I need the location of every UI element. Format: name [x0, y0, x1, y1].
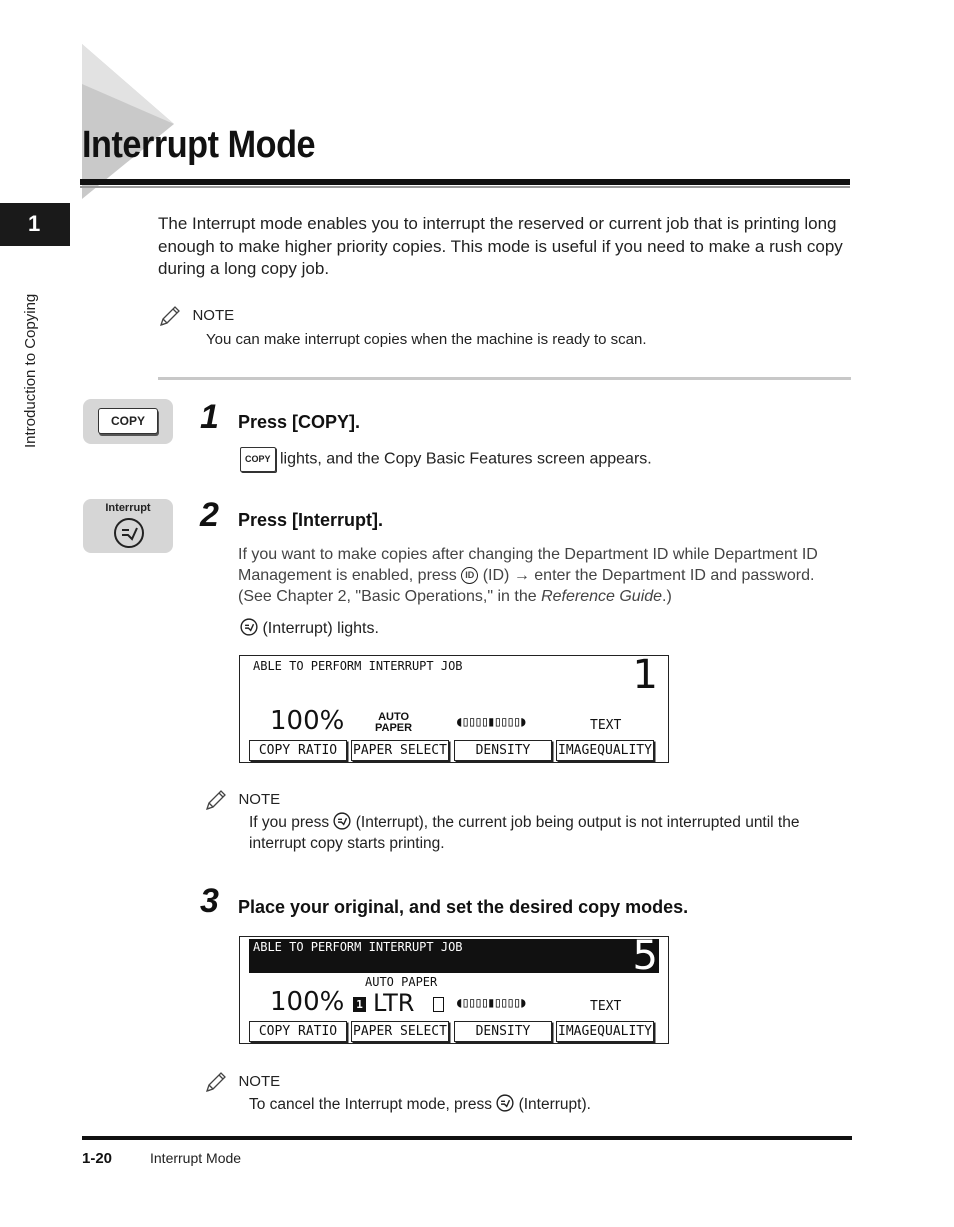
note-3-text-a: To cancel the Interrupt mode, press — [249, 1096, 492, 1113]
note-2-text — [249, 812, 849, 854]
step-2-text-c: enter the Department ID and password. (See Chapter 2, "Basic Operations," in the — [238, 567, 815, 605]
section-divider — [158, 377, 851, 380]
interrupt-icon — [496, 1094, 514, 1112]
lcd2-density-scale: ◖▯▯▯▯▮▯▯▯▯◗ — [455, 995, 526, 1011]
lcd2-drawer-icon: 1 — [353, 997, 366, 1012]
lcd1-quality: TEXT — [590, 718, 622, 733]
lcd2-quality: TEXT — [590, 999, 622, 1014]
footer-title: Interrupt Mode — [150, 1150, 242, 1166]
lcd2-paper-orientation-icon — [433, 997, 444, 1012]
page-title: Interrupt Mode — [82, 124, 316, 166]
note-2 — [204, 788, 280, 812]
page-number: 1-20 — [82, 1150, 113, 1167]
lcd2-copy-ratio-button[interactable]: COPY RATIO — [249, 1021, 347, 1042]
interrupt-icon — [113, 517, 145, 549]
lcd1-paper-line1: AUTO — [378, 711, 410, 723]
lcd1-ratio: 100% — [270, 706, 345, 736]
step-2-text-a: If you want to make copies after changing the Department ID while Department ID Management is enabled, press — [238, 546, 818, 584]
arrow-right-icon: → — [513, 567, 530, 584]
interrupt-icon — [240, 618, 258, 636]
title-rule — [80, 179, 850, 185]
step-2-text-b: (ID) — [482, 567, 510, 584]
lcd1-density-scale: ◖▯▯▯▯▮▯▯▯▯◗ — [455, 714, 526, 730]
title-rule-shadow — [80, 186, 850, 188]
chapter-side-title: Introduction to Copying — [22, 293, 39, 448]
step-3-number: 3 — [200, 882, 219, 920]
pencil-icon — [204, 1070, 228, 1094]
lcd1-imagequality-button[interactable]: IMAGEQUALITY — [556, 740, 654, 761]
lcd2-status: ABLE TO PERFORM INTERRUPT JOB — [253, 940, 463, 954]
id-icon: ID — [461, 567, 478, 584]
copy-key-tile[interactable] — [83, 399, 173, 444]
pencil-icon — [204, 788, 228, 812]
step-2-number: 2 — [200, 496, 219, 534]
chapter-tab — [0, 203, 70, 246]
interrupt-key-tile[interactable] — [83, 499, 173, 553]
step-1-desc: lights, and the Copy Basic Features screen appears. — [279, 450, 652, 468]
note-3 — [204, 1070, 280, 1094]
copy-key-inline: COPY — [240, 447, 276, 472]
step-2-title: Press [Interrupt]. — [238, 510, 384, 530]
interrupt-lights-text: (Interrupt) lights. — [262, 620, 379, 637]
note-2-text-a: If you press — [249, 814, 330, 831]
step-1-number: 1 — [200, 398, 219, 436]
step-2-text — [238, 544, 850, 607]
interrupt-key-label: Interrupt — [105, 502, 151, 514]
interrupt-icon — [333, 812, 351, 830]
footer-rule — [82, 1136, 852, 1140]
note-label: NOTE — [192, 307, 235, 325]
step-2-text-d: .) — [662, 588, 672, 605]
chapter-number: 1 — [28, 211, 41, 236]
lcd1-paper — [375, 712, 412, 734]
lcd2-density-button[interactable]: DENSITY — [454, 1021, 552, 1042]
lcd2-count: 5 — [632, 933, 658, 979]
lcd2-paper-size: LTR — [373, 989, 415, 1017]
lcd2-ratio: 100% — [270, 987, 345, 1017]
note-label: NOTE — [238, 1073, 281, 1091]
lcd1-density-button[interactable]: DENSITY — [454, 740, 552, 761]
lcd-screen-2 — [239, 933, 669, 1044]
note-label: NOTE — [238, 791, 281, 809]
reference-guide-link: Reference Guide — [541, 588, 663, 605]
note-3-text-b: (Interrupt). — [518, 1096, 591, 1113]
lcd1-copy-ratio-button[interactable]: COPY RATIO — [249, 740, 347, 761]
step-2-lights — [240, 618, 379, 639]
note-2-text-b: (Interrupt), the current job being output is not interrupted until the interrupt copy starts printing. — [249, 814, 800, 852]
lcd1-count: 1 — [632, 652, 658, 698]
note-3-text — [249, 1094, 591, 1115]
intro-paragraph: The Interrupt mode enables you to interrupt the reserved or current job that is printing long enough to make higher priority copies. This mode is useful if you need to make a rush copy during a long copy job. — [158, 214, 843, 278]
lcd1-status: ABLE TO PERFORM INTERRUPT JOB — [253, 659, 463, 673]
step-3-title: Place your original, and set the desired copy modes. — [238, 897, 689, 917]
lcd2-imagequality-button[interactable]: IMAGEQUALITY — [556, 1021, 654, 1042]
step-1-text — [240, 447, 652, 472]
lcd1-paper-select-button[interactable]: PAPER SELECT — [351, 740, 449, 761]
step-1-title: Press [COPY]. — [238, 412, 361, 432]
lcd2-paper-select-button[interactable]: PAPER SELECT — [351, 1021, 449, 1042]
note-1 — [158, 304, 234, 328]
lcd2-paper-label: AUTO PAPER — [365, 975, 438, 989]
pencil-icon — [158, 304, 182, 328]
lcd-screen-1 — [239, 652, 669, 763]
note-1-text: You can make interrupt copies when the machine is ready to scan. — [206, 331, 647, 348]
lcd1-paper-line2: PAPER — [375, 722, 413, 734]
copy-key-label: COPY — [98, 408, 158, 434]
